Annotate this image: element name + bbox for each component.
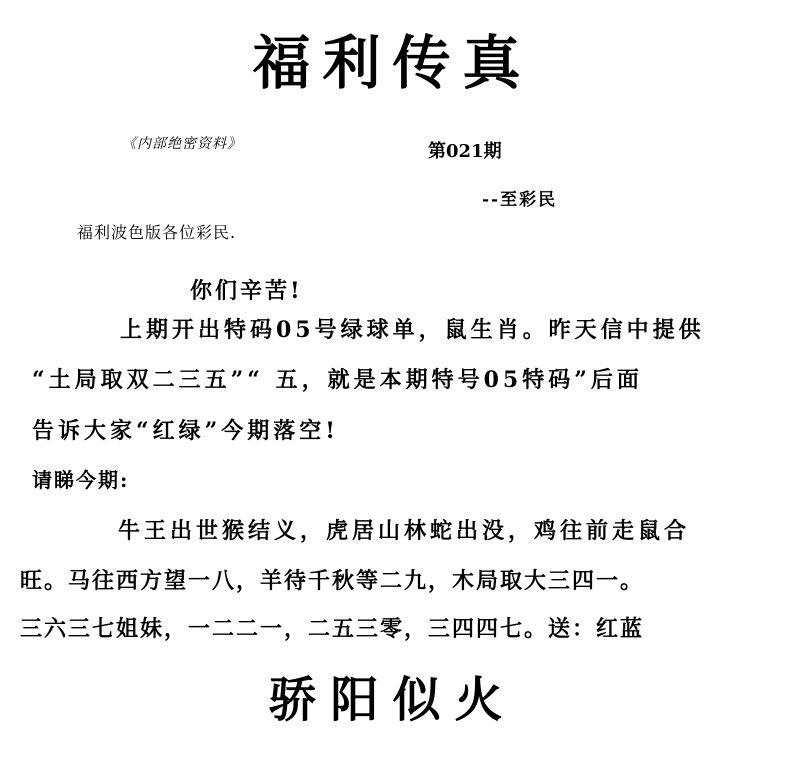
letter-line-6: 旺。马往西方望一八，羊待千秋等二九，木局取大三四一。 xyxy=(20,568,645,594)
letter-line-7: 三六三七姐妹，一二二一，二五三零，三四四七。送：红蓝 xyxy=(20,616,645,642)
letter-line-3: 告诉大家“红绿”今期落空! xyxy=(32,418,339,444)
confidential-subtitle: 《内部绝密资料》 xyxy=(122,136,242,152)
letter-line-5: 牛王出世猴结义，虎居山林蛇出没，鸡往前走鼠合 xyxy=(118,518,691,544)
letter-line-1: 上期开出特码05号绿球单，鼠生肖。昨天信中提供 xyxy=(120,317,705,343)
greeting: 你们辛苦! xyxy=(190,278,303,304)
issue-number: 第021期 xyxy=(428,141,502,162)
page-title: 福利传真 xyxy=(252,29,533,97)
letter-line-2: “土局取双二三五”“ 五，就是本期特号05特码”后面 xyxy=(32,367,643,393)
letter-line-4: 请睇今期: xyxy=(32,468,130,492)
signature-line: --至彩民 xyxy=(482,190,558,210)
footer-slogan: 骄阳似火 xyxy=(268,672,517,728)
salutation: 福利波色版各位彩民. xyxy=(77,223,237,242)
